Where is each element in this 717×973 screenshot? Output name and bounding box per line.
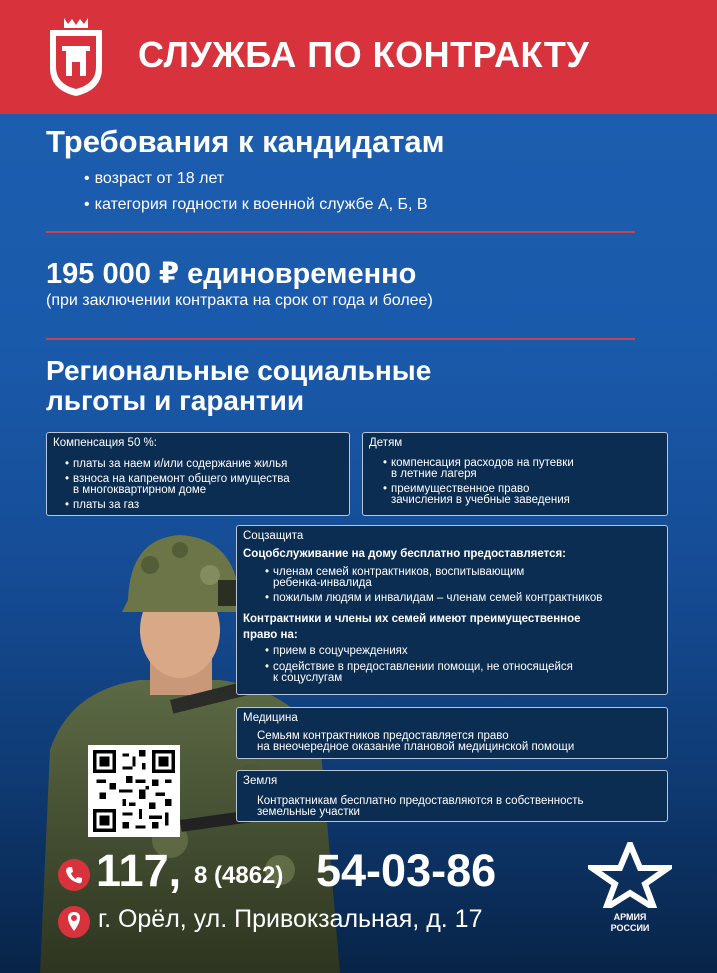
star-icon: [588, 842, 672, 908]
medicine-text: Семьям контрактников предоставляется право: [257, 730, 509, 742]
social-subtitle: Соцобслуживание на дому бесплатно предоставляется:: [243, 548, 567, 560]
requirement-item: • возраст от 18 лет: [84, 170, 224, 188]
header-banner: [0, 0, 717, 114]
qr-code-icon: [93, 750, 175, 832]
army-russia-logo: [588, 842, 672, 938]
children-title: Детям: [369, 437, 403, 449]
list-item: • членам семей контрактников, воспитывающим: [273, 566, 524, 578]
logo-text: РОССИИ: [610, 923, 650, 933]
medicine-title: Медицина: [243, 712, 298, 724]
list-item-cont: зачисления в учебные заведения: [391, 494, 570, 506]
regional-title-line: льготы и гарантии: [46, 385, 305, 416]
list-item-cont: в многоквартирном доме: [73, 484, 207, 496]
medicine-box: [236, 707, 668, 759]
list-item: • взноса на капремонт общего имущества: [73, 473, 290, 485]
list-item: • компенсация расходов на путевки: [391, 457, 574, 469]
phone-number[interactable]: 54-03-86: [316, 845, 497, 896]
list-item: • прием в соцучреждениях: [273, 645, 408, 657]
list-item: • преимущественное право: [391, 483, 529, 495]
list-item: • пожилым людям и инвалидам – членам семей контрактников: [273, 592, 602, 604]
list-item: • платы за наем и/или содержание жилья: [73, 458, 287, 470]
land-box: [236, 770, 668, 822]
list-item-cont: к соцуслугам: [273, 672, 343, 684]
payment-title: 195 000 ₽ единовременно: [46, 258, 417, 290]
location-pin-icon: [58, 906, 90, 938]
land-text: земельные участки: [257, 806, 360, 818]
page-title: СЛУЖБА ПО КОНТРАКТУ: [138, 34, 590, 75]
social-title: Соцзащита: [243, 530, 304, 542]
qr-code[interactable]: [88, 745, 180, 837]
social-subtitle: Контрактники и члены их семей имеют преимущественное: [243, 613, 581, 625]
land-text: Контрактникам бесплатно предоставляются в собственность: [257, 795, 584, 807]
social-subtitle: право на:: [243, 629, 298, 641]
list-item: • платы за газ: [73, 499, 139, 511]
address: г. Орёл, ул. Привокзальная, д. 17: [98, 905, 483, 933]
list-item-cont: ребенка-инвалида: [273, 577, 372, 589]
regional-title: [46, 356, 606, 416]
medicine-text: на внеочередное оказание плановой медицинской помощи: [257, 741, 575, 753]
list-item-cont: в летние лагеря: [391, 468, 477, 480]
regional-title-line: Региональные социальные: [46, 355, 432, 386]
land-title: Земля: [243, 775, 278, 787]
phone-short[interactable]: 117,: [96, 845, 182, 896]
phone-code[interactable]: 8 (4862): [194, 862, 284, 889]
compensation-box: [46, 432, 350, 516]
requirements-title: Требования к кандидатам: [46, 124, 445, 159]
social-box: [236, 525, 668, 695]
payment-subtitle: (при заключении контракта на срок от года и более): [46, 292, 433, 309]
phone-icon: [58, 859, 90, 891]
divider: [46, 338, 635, 340]
children-box: [362, 432, 668, 516]
divider: [46, 231, 635, 233]
coat-of-arms-icon: [46, 16, 106, 98]
list-item: • содействие в предоставлении помощи, не относящейся: [273, 661, 573, 673]
requirement-item: • категория годности к военной службе А, Б, В: [84, 196, 428, 214]
logo-text: АРМИЯ: [613, 912, 647, 922]
compensation-title: Компенсация 50 %:: [53, 437, 157, 449]
